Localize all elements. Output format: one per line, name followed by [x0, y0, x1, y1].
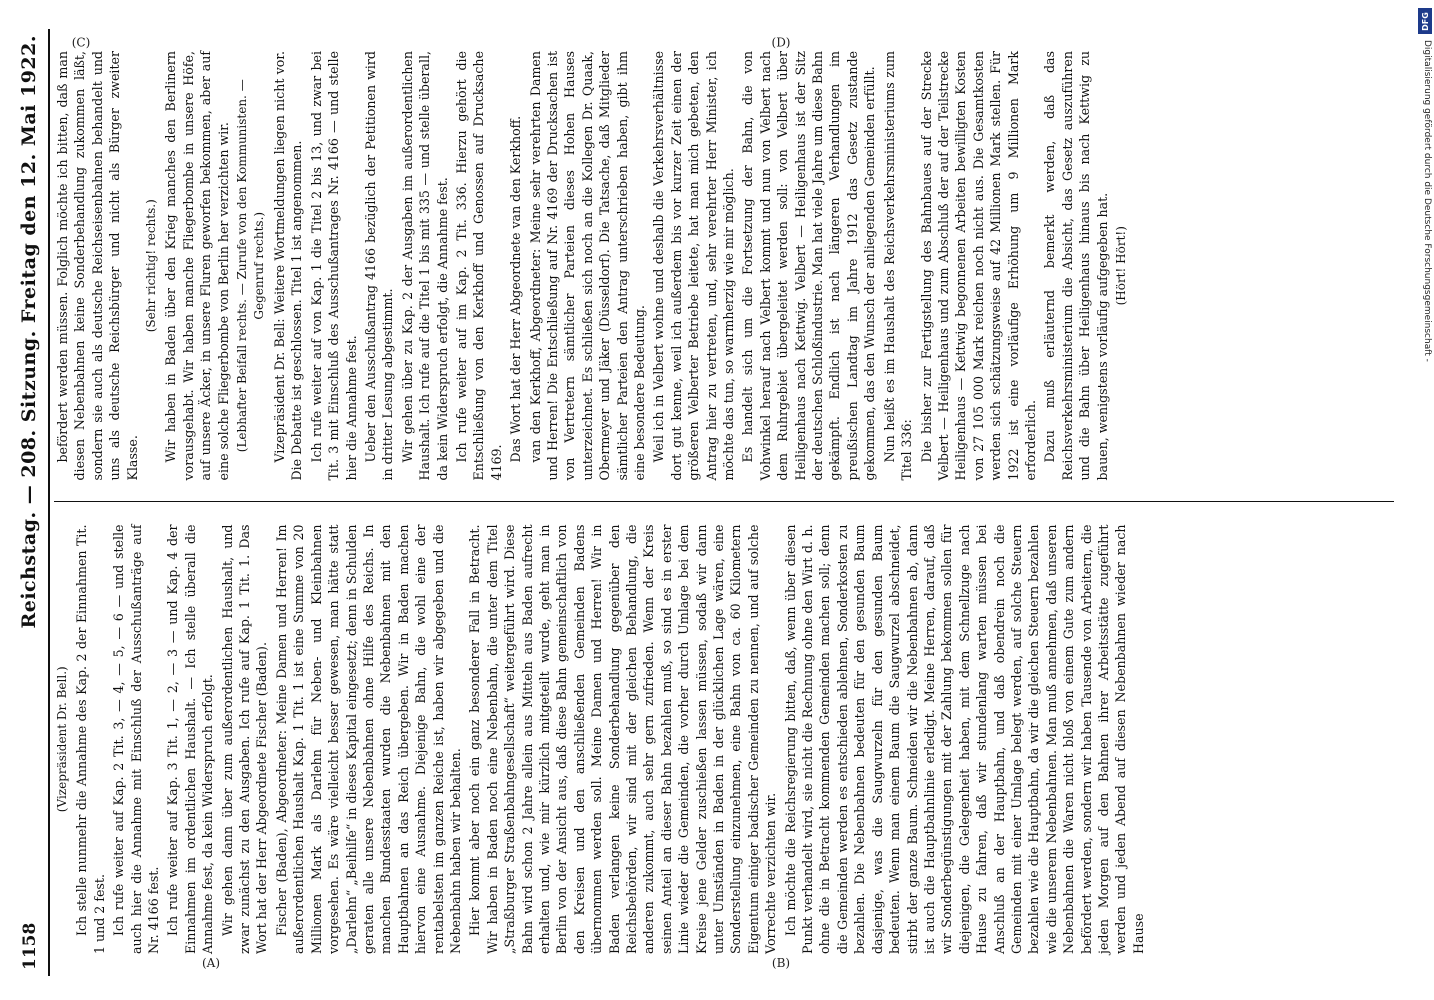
page-header	[16, 29, 50, 976]
paragraph: Ich rufe weiter auf Kap. 2 Tit. 3, — 4, — 5, — 6 — und stelle auch hier die Annahme mit Einschluß der Ausschußanträge auf Nr. 4166 fest.	[111, 524, 162, 954]
paragraph: (Vizepräsident Dr. Bell.)	[55, 666, 69, 813]
page-number: 1158	[20, 922, 40, 970]
rotated-page	[10, 15, 1410, 990]
margin-letter-a: (A)	[201, 955, 221, 970]
paragraph: befördert werden müssen. Folglich möchte ich bitten, daß man diesen Nebenbahnen keine Sonderbehandlung zukommen läßt, sondern sie auch als deutsche Reichseisenbahnen behandelt und uns als deutsche Reichsbürger und nicht als Bürger zweiter Klasse.	[55, 51, 140, 481]
paragraph: (Hört! Hört!)	[1113, 226, 1128, 306]
right-column	[54, 29, 1394, 503]
paragraph: Ich rufe weiter auf im Kap. 2 Tit. 336. Hierzu gehört die Entschließung von den Kerkhoff und Genossen auf Drucksache 4169.	[453, 51, 504, 481]
paragraph: Die bisher zur Fertigstellung des Bahnbaues auf der Strecke Velbert — Heiligenhaus und zum Abschluß der auf der Teilstrecke Heiligenhaus — Kettwig begonnenen Arbeiten bewilligten Kosten von 27 105 000 Mark reichen noch nicht aus. Die Gesamtkosten werden sich schätzungsweise auf 42 Millionen Mark stellen. Für 1922 ist eine vorläufige Erhöhung um 9 Millionen Mark erforderlich.	[918, 51, 1038, 481]
left-column	[54, 503, 1394, 977]
paragraph: Hier kommt aber noch ein ganz besonderer Fall in Betracht. Wir haben in Baden noch eine Nebenbahn, die unter dem Titel „Straßburger Straßenbahngesellschaft“ weitergeführt wird. Diese Bahn wird schon 2 Jahre allein aus Mitteln aus Baden aufrecht erhalten und, wie mir kürzlich mitgeteilt wurde, geht man in Berlin von der Ansicht aus, daß diese Bahn gemeinschaftlich von den Kreisen und den anschließenden Gemeinden Badens übernommen werden soll. Meine Damen und Herren! Wir in Baden verlangen keine Sonderbehandlung gegenüber den Reichsbehörden, wir sind mit der gleichen Behandlung, die anderen zukommt, auch sehr gern zufrieden. Wenn der Kreis seinen Anteil an dieser Bahn bezahlen muß, so sind es in erster Linie wieder die Gemeinden, die vorher durch Umlage bei dem Kreise jene Gelder zuschießen lassen müssen, sodaß wir dann unter Umständen in Baden in der glücklichen Lage wären, eine Sonderstellung einzunehmen, eine Bahn von ca. 60 Kilometern Eigentum einiger badischer Gemeinden zu nennen, und auf solche Vorrechte verzichten wir.	[467, 524, 779, 954]
paragraph: Es handelt sich um die Fortsetzung der Bahn, die von Vohwinkel herauf nach Velbert kommt und nun von Velbert nach dem Ruhrgebiet übergeleitet werden soll: von Velbert über Heiligenhaus nach Kettwig. Velbert — Heiligenhaus ist der Sitz der deutschen Schloßindustrie. Man hat viele Jahre um diese Bahn gekämpft. Endlich ist nach längeren Verhandlungen im preußischen Landtag im Jahre 1912 das Gesetz zustande gekommen, das den Wunsch der anliegenden Gemeinden erfüllt.	[740, 51, 878, 481]
paragraph: Wir haben in Baden über den Krieg manches den Berlinern vorausgehabt. Wir haben manche Fliegerbombe in unsere Höfe, auf unsere Äcker, in unsere Fluren geworfen bekommen, aber auf eine solche Fliegerbombe von Berlin her verzichten wir.	[163, 51, 231, 481]
digitization-sidebar	[1414, 0, 1434, 1000]
paragraph: (Lebhafter Beifall rechts. — Zurufe von den Kommunisten. — Gegenruf rechts.)	[235, 79, 267, 453]
page-body	[54, 29, 1394, 976]
paragraph: Vizepräsident Dr. Bell: Weitere Wortmeldungen liegen nicht vor. Die Debatte ist geschlossen. Titel 1 ist angenommen.	[271, 51, 305, 481]
paragraph: Fischer (Baden), Abgeordneter: Meine Damen und Herren! Im außerordentlichen Haushalt Kap. 1 Tit. 1 ist eine Summe von 20 Millionen Mark als Darlehn für Neben- und Kleinbahnen vorgesehen. Es wäre vielleicht besser gewesen, man hätte statt „Darlehn“ „Beihilfe“ in dieses Kapital eingesetzt; denn in Schulden geraten alle unsere Nebenbahnen ohne Hilfe des Reichs. In manchen Bundesstaaten wurden die Nebenbahnen mit den Hauptbahnen an das Reich übergeben. Wir in Baden machen hiervon eine Ausnahme. Diejenige Bahn, die wohl eine der rentabelsten im ganzen Reiche ist, haben wir abgegeben und die Nebenbahn haben wir behalten.	[273, 524, 463, 954]
paragraph: Weil ich in Velbert wohne und deshalb die Verkehrsverhältnisse dort gut kenne, weil ich außerdem bis vor kurzer Zeit einen der größeren Velberter Betriebe leitete, hat man mich gebeten, den Antrag hier zu vertreten, und, sehr verehrter Herr Minister, ich möchte das tun, so warmherzig wie mir möglich.	[651, 51, 737, 481]
paragraph: Ich rufe weiter auf von Kap. 1 die Titel 2 bis 13, und zwar bei Tit. 3 mit Einschluß des Ausschußantrages Nr. 4166 — und stelle hier die Annahme fest.	[308, 51, 359, 481]
paragraph: Dazu muß erläuternd bemerkt werden, daß das Reichsverkehrsministerium die Absicht, das Gesetz auszuführen und die Bahn über Heiligenhaus hinaus bis nach Kettwig zu bauen, wenigstens vorläufig aufgegeben hat.	[1042, 51, 1110, 481]
page-title: Reichstag. — 208. Sitzung. Freitag den 12. Mai 1922.	[18, 35, 40, 629]
paragraph: Ich möchte die Reichsregierung bitten, daß, wenn über diesen Punkt verhandelt wird, sie nicht die Rechnung ohne den Wirt d. h. ohne die in Betracht kommenden Gemeinden machen soll; denn die Gemeinden werden es entschieden ablehnen, Sonderkosten zu bezahlen. Die Nebenbahnen bedeuten für den gesunden Baum dasjenige, was die Saugwurzeln für den gesunden Baum bedeuten. Wenn man einem Baum die Saugwurzel abschneidet, stirbt der ganze Baum. Schneiden wir die Nebenbahnen ab, dann ist auch die Hauptbahnlinie erledigt. Meine Herren, darauf, daß wir Sonderbegünstigungen mit der Zahlung bekommen sollen für diejenigen, die Gelegenheit haben, mit dem Schnellzuge nach Hause zu fahren, daß wir stundenlang warten müssen bei Anschluß an der Hauptbahn, und daß obendrein noch die Gemeinden mit einer Umlage belegt werden, auf solche Steuern bezahlen wie die Hauptbahn, da wir die gleichen Steuern bezahlen wie die unserem Nebenbahnen. Man muß annehmen, daß unseren Nebenbahnen die Waren nicht bloß von einem Gute zum andern befördert werden, sondern wir haben Tausende von Arbeitern, die jeden Morgen auf den Bahnen ihrer Arbeitsstätte zugeführt werden und jeden Abend auf diesen Nebenbahnen wieder nach Hause	[782, 524, 1146, 954]
paragraph: Ich stelle nunmehr die Annahme des Kap. 2 der Einnahmen Tit. 1 und 2 fest.	[74, 524, 107, 954]
paragraph: Nun heißt es im Haushalt des Reichsverkehrsministeriums zum Titel 336:	[881, 51, 915, 481]
paragraph: Wir gehen über zu Kap. 2 der Ausgaben im außerordentlichen Haushalt. Ich rufe auf die Titel 1 bis mit 335 — und stelle überall, da kein Widerspruch erfolgt, die Annahme fest.	[399, 51, 450, 481]
paragraph: Ich rufe weiter auf Kap. 3 Tit. 1, — 2, — 3 — und Kap. 4 der Einnahmen im ordentlichen Haushalt. — Ich stelle überall die Annahme fest, da kein Widerspruch erfolgt.	[165, 524, 216, 954]
paragraph: Wir gehen dann über zum außerordentlichen Haushalt, und zwar zunächst zu den Ausgaben. Ich rufe auf Kap. 1 Tit. 1. Das Wort hat der Herr Abgeordnete Fischer (Baden).	[219, 524, 270, 954]
dfg-logo: DFG	[1418, 8, 1432, 34]
paragraph: (Sehr richtig! rechts.)	[144, 199, 159, 333]
margin-letter-d: (D)	[771, 35, 791, 50]
digitization-credit: Digitalisierung gefördert durch die Deutsche Forschungsgemeinschaft -	[1422, 40, 1432, 362]
margin-letter-c: (C)	[71, 35, 91, 50]
paragraph: Ueber den Ausschußantrag 4166 bezüglich der Petitionen wird in dritter Lesung abgestimmt.	[362, 51, 396, 481]
paragraph: Das Wort hat der Herr Abgeordnete van den Kerkhoff.	[508, 115, 524, 463]
margin-letter-b: (B)	[771, 955, 791, 970]
paragraph: van den Kerkhoff, Abgeordneter: Meine sehr verehrten Damen und Herren! Die Entschließung auf Nr. 4169 der Drucksachen ist von Vertretern sämtlicher Parteien dieses Hohen Hauses unterzeichnet. Es schließen sich noch an die Kollegen Dr. Quaak, Obermeyer und Jäker (Düsseldorf). Die Tatsache, daß Mitglieder sämtlicher Parteien den Antrag unterschrieben haben, gibt ihm eine besondere Bedeutung.	[527, 51, 647, 481]
